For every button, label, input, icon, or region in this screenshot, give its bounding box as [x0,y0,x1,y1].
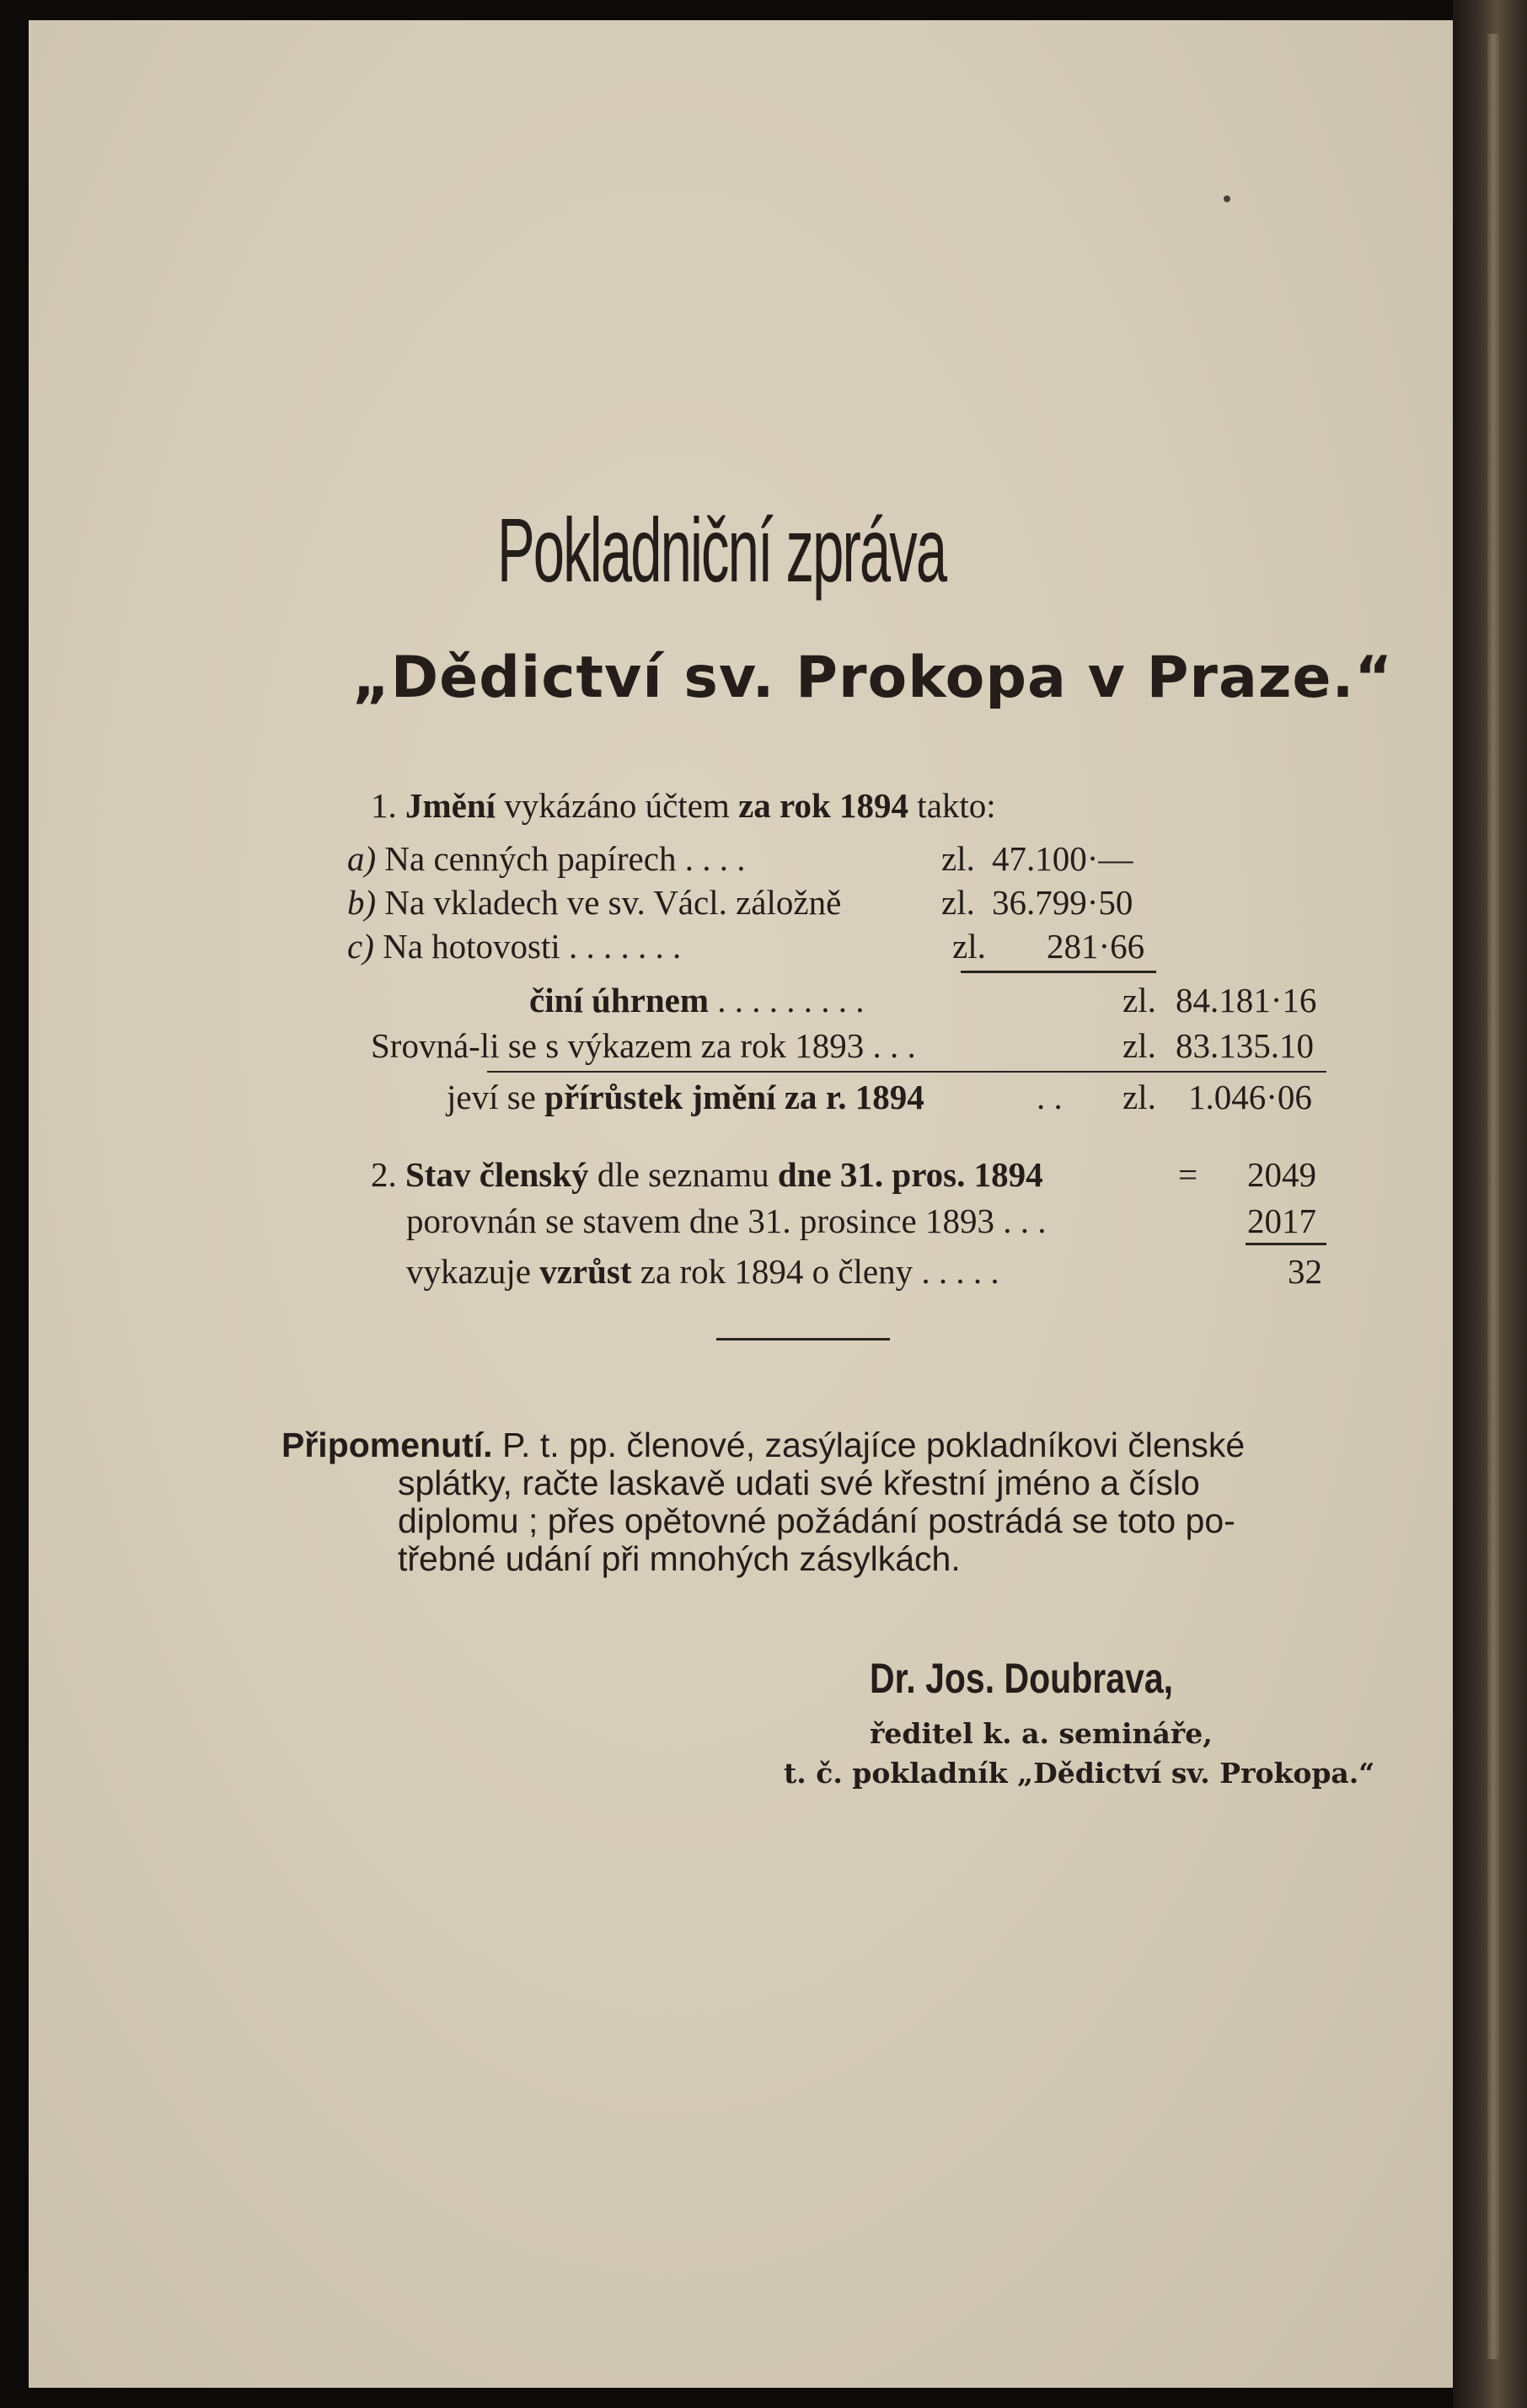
section1-heading [371,785,996,826]
section2-growth-bold: vzrůst [539,1252,632,1291]
page-title: Pokladniční zpráva [497,499,946,601]
section2-compare: porovnán se stavem dne 31. prosince 1893 . . . [406,1201,1047,1240]
growth-bold: přírůstek jmění za r. 1894 [544,1078,924,1116]
page-subtitle: „Dědictví sv. Prokopa v Praze.“ [352,645,1394,711]
item-a-label: Na cenných papírech . . . . [384,839,746,878]
compare-amount: 83.135.10 [1176,1026,1314,1065]
growth-count: 32 [1288,1252,1322,1291]
count-1894: 2049 [1247,1155,1316,1194]
signature-role2: t. č. pokladník „Dědictví sv. Prokopa.“ [784,1757,1375,1790]
section2-equals: = [1178,1155,1198,1194]
compare-unit: zl. [1122,1026,1156,1065]
growth-text: jeví se [447,1078,536,1116]
total-amount: 84.181·16 [1176,981,1317,1019]
item-c [347,926,681,966]
signature-role1: ředitel k. a. semináře, [870,1717,1213,1750]
item-b-letter: b) [347,883,377,922]
note-line4: třebné udání při mnohých zásylkách. [398,1539,961,1578]
growth-dots: . . [1037,1078,1063,1116]
item-a-unit: zl. [941,839,975,878]
section1-text1: vykázáno účtem [504,786,730,825]
subtotal-rule [961,971,1156,973]
growth-amount: 1.046·06 [1188,1078,1312,1116]
total-row [529,980,865,1020]
spine-edge [1487,34,1499,2359]
growth-row [447,1077,924,1117]
note-line2: splátky, račte laskavě udati své křestní jméno a číslo [398,1464,1200,1502]
count-rule [1246,1243,1326,1245]
section1-bold-year: za rok 1894 [738,786,909,825]
item-c-amount: 281·66 [1047,927,1145,966]
section2-bold-stav: Stav členský [405,1155,589,1194]
note-line1 [281,1426,1245,1465]
paper-speck [1224,195,1230,202]
item-a-letter: a) [347,839,377,878]
item-c-letter: c) [347,927,374,966]
section1-text2: takto: [917,786,996,825]
section1-bold-jmeni: Jmění [405,786,496,825]
item-a-amount: 47.100·— [992,839,1133,878]
total-label: činí úhrnem [529,981,709,1019]
growth-unit: zl. [1122,1078,1156,1116]
section2-growth-text2: za rok 1894 o členy . . . . . [640,1252,999,1291]
compare-rule [487,1071,1326,1073]
total-dots: . . . . . . . . . [717,981,865,1019]
item-c-unit: zl. [952,927,986,966]
note-label: Připomenutí. [281,1426,493,1464]
note-line3: diplomu ; přes opětovné požádání postrádá se toto po- [398,1501,1235,1540]
section2-bold-date: dne 31. pros. 1894 [777,1155,1043,1194]
section2-number: 2. [371,1155,397,1194]
section1-number: 1. [371,786,397,825]
section-divider [716,1338,890,1340]
item-b-amount: 36.799·50 [992,883,1133,922]
item-b-unit: zl. [941,883,975,922]
section2-growth [406,1251,999,1292]
item-b [347,882,841,923]
section2-growth-text1: vykazuje [406,1252,531,1291]
count-1893: 2017 [1247,1201,1316,1240]
item-a [347,838,745,879]
note-text1: P. t. pp. členové, zasýlajíce pokladníkovi členské [501,1426,1246,1464]
section2-heading [371,1154,1043,1195]
total-unit: zl. [1122,981,1156,1019]
signature-name: Dr. Jos. Doubrava, [870,1655,1174,1702]
item-b-label: Na vkladech ve sv. Václ. záložně [384,883,842,922]
item-c-label: Na hotovosti . . . . . . . [383,927,682,966]
section2-text1: dle seznamu [597,1155,769,1194]
compare-label: Srovná-li se s výkazem za rok 1893 . . . [371,1026,916,1065]
